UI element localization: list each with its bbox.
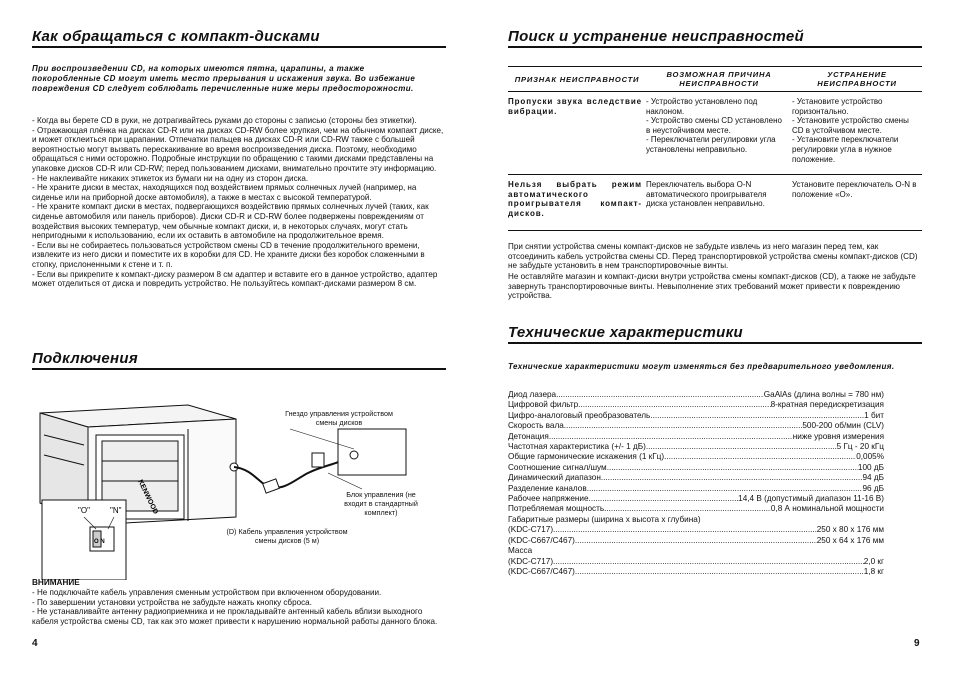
spec-row: [508, 432, 884, 442]
warning-list: [32, 588, 446, 626]
care-item: - Если вы прикрепите к компакт-диску размером 8 см адаптер и вставите его в данное устройство, адаптер может отделиться от диска и повредить устройство. Не пользуйтесь компакт-дисками размером 8 см.: [32, 269, 438, 289]
spec-value: 100 дБ: [857, 462, 884, 472]
spec-value: 8-кратная передискретизация: [770, 400, 884, 410]
care-title-rule: [32, 46, 446, 48]
spec-name: Рабочее напряжение: [508, 494, 589, 504]
header-remedy: УСТРАНЕНИЕ НЕИСПРАВНОСТИ: [792, 67, 922, 92]
spec-intro: Технические характеристики могут изменяться без предварительного уведомления.: [508, 362, 895, 371]
care-item: - Не наклеивайте никаких этикеток из бумаги ни на одну из сторон диска.: [32, 173, 309, 183]
table-row: [508, 92, 922, 175]
spec-row: [508, 504, 884, 514]
spec-value: GaAlAs (длина волны = 780 нм): [763, 390, 884, 399]
figure-label-jack: Гнездо управления устройством смены дисков: [285, 409, 393, 427]
spec-value: 250 x 64 x 176 мм: [816, 535, 884, 545]
spec-row: [508, 442, 884, 452]
spec-name: (KDC-C667/C467): [508, 566, 575, 576]
spec-name: (KDC-C717): [508, 556, 554, 566]
spec-row: [508, 515, 884, 525]
row-symptom: Пропуски звука вследствие вибрации.: [508, 92, 646, 175]
spec-name: (KDC-C717): [508, 525, 554, 535]
spec-row: [508, 484, 884, 494]
row-cause: Переключатель выбора O-N автоматического проигрывателя диска установлен неправильно.: [646, 180, 767, 209]
brand-logo: KENWOOD: [136, 478, 159, 516]
spec-name: Диод лазера: [508, 390, 557, 399]
control-jack: [350, 451, 358, 459]
spec-row: [508, 411, 884, 421]
connections-title: Подключения: [32, 350, 139, 367]
page-number-left: 4: [32, 638, 38, 649]
row-symptom: Нельзя выбрать режим автоматического проигрывателя компакт-дисков.: [508, 180, 642, 218]
spec-name: Потребляемая мощность: [508, 504, 605, 514]
warning-item: - По завершении установки устройства не забудьте нажать кнопку сброса.: [32, 597, 312, 607]
care-intro: При воспроизведении CD, на которых имеются пятна, царапины, а также покоробленные CD могут иметь место прерывания и искажения звука. Во избежание повреждения CD следует соблюдать перечисленные ниже меры предосторожности.: [32, 64, 416, 93]
spec-value: 250 x 80 x 176 мм: [816, 525, 884, 535]
spec-value: 1,8 кг: [863, 566, 884, 576]
spec-name: Скорость вала: [508, 421, 564, 431]
spec-name: Цифровой фильтр: [508, 400, 579, 410]
header-symptom: ПРИЗНАК НЕИСПРАВНОСТИ: [508, 67, 646, 92]
spec-name: Детонация: [508, 431, 549, 441]
spec-value: 1 бит: [864, 410, 884, 420]
spec-row: [508, 473, 884, 483]
figure-label-cable: (D) Кабель управления устройством смены дисков (5 м): [226, 527, 348, 545]
table-header-row: [508, 67, 922, 92]
spec-row: [508, 452, 884, 462]
trouble-note-1: При снятии устройства смены компакт-дисков не забудьте извлечь из него магазин перед тем, как отсоединить кабель устройства смены CD. Перед транспортировкой устройства смены компакт-дисков (CD) не забудьте установить в нем транспортировочные винты.: [508, 242, 918, 271]
spec-value: 0,8 А номинальной мощности: [770, 504, 884, 514]
spec-row: [508, 390, 884, 400]
spec-row: [508, 421, 884, 431]
spec-value: 96 дБ: [862, 483, 884, 493]
spec-row: [508, 525, 884, 535]
care-item: - Не храните компакт диски в местах, подвергающихся воздействию прямых солнечных лучей (таких, как сиденье автомобиля или панель приборов). Диски CD-R и CD-RW более подвержены повреждениям от воздействия высоких температур, чем обычные компакт диски, и, в некоторых случаях, могут стать непригодными к использованию, если их оставить в автомобиле на продолжительное время.: [32, 202, 429, 241]
spec-row: [508, 567, 884, 577]
cable-connector: [312, 453, 324, 467]
spec-name: Габаритные размеры (ширина x высота x глубина): [508, 514, 701, 524]
switch-label-n: "N": [110, 506, 122, 515]
spec-row: [508, 494, 884, 504]
row-cause: - Устройство установлено под наклоном. - Устройство смены CD установлено в неустойчивом месте. - Переключатели регулировки угла установлены неправильно.: [646, 92, 792, 175]
table-row: [508, 175, 922, 229]
troubleshooting-table: [508, 66, 922, 229]
page-number-right: 9: [914, 638, 920, 649]
care-title: Как обращаться с компакт-дисками: [32, 28, 320, 45]
spec-value: 500-200 об/мин (CLV): [802, 421, 884, 431]
care-item: - Отражающая плёнка на дисках CD-R или на дисках CD-RW более хрупкая, чем на обычном компакт диске, и может отклеиться при царапании. Отпечатки пальцев на дисках CD-R или CD-RW также с большей вероятностью могут вызвать перескакивание во время воспроизведения диска. Поэтому, необходимо обращаться с ними осторожно. Подробные инструкции по обращению с такими дисками представлены на упаковке дисков CD-R или CD-RW; перед пользованием дисками, внимательно прочтите эту информацию.: [32, 125, 444, 173]
warning-item: - Не устанавливайте антенну радиоприемника и не прокладывайте антенный кабель вблизи выходного кабеля устройства смены CD, так как это может привести к нарушению нормальной работы данного блока.: [32, 607, 438, 626]
spec-name: Соотношение сигнал/шум: [508, 462, 607, 472]
spec-row: [508, 536, 884, 546]
spec-name: Динамический диапазон: [508, 473, 601, 483]
row-remedy: - Установите устройство горизонтально. - Установите устройство смены CD в устойчивом месте. - Установите переключатели регулировки угла в нужное положение.: [792, 92, 922, 175]
connections-title-rule: [32, 368, 446, 370]
spec-row: [508, 400, 884, 410]
care-item: - Если вы не собираетесь пользоваться устройством смены CD в течение продолжительного времени, извлеките из него диски и поместите их в коробки для CD. Не храните диски без коробок сложенными в стопку, прислоненными к стене и т. п.: [32, 240, 425, 269]
spec-name: Цифро-аналоговый преобразователь: [508, 410, 651, 420]
spec-value: 2,0 кг: [863, 556, 884, 566]
table-bottom-rule: [508, 230, 922, 231]
spec-value: 94 дБ: [862, 473, 884, 483]
spec-name: (KDC-C667/C467): [508, 535, 575, 545]
spec-row: [508, 463, 884, 473]
control-cable: [234, 457, 348, 488]
spec-row: [508, 557, 884, 567]
spec-value: ниже уровня измерения: [792, 431, 884, 441]
spec-name: Общие гармонические искажения (1 кГц): [508, 452, 665, 462]
figure-label-control: Блок управления (не входит в стандартный комплект): [344, 490, 418, 517]
spec-title-rule: [508, 342, 922, 344]
care-item: - Когда вы берете CD в руки, не дотрагивайтесь руками до стороны с записью (стороны без этикетки).: [32, 116, 417, 125]
row-remedy: Установите переключатель O-N в положение «O».: [792, 180, 917, 199]
trouble-title-rule: [508, 46, 922, 48]
cable-plug: [263, 479, 280, 493]
spec-name: Масса: [508, 546, 533, 556]
switch-letters: O N: [94, 539, 105, 545]
warning-title: ВНИМАНИЕ: [32, 578, 80, 587]
spec-name: Разделение каналов: [508, 483, 587, 493]
warning-item: - Не подключайте кабель управления сменным устройством при включенном оборудовании.: [32, 588, 382, 597]
spec-row: [508, 546, 884, 556]
switch-label-o: "O": [78, 506, 90, 515]
header-cause: ВОЗМОЖНАЯ ПРИЧИНА НЕИСПРАВНОСТИ: [646, 67, 792, 92]
trouble-note-2: Не оставляйте магазин и компакт-диски внутри устройства смены компакт-дисков (CD), а также не забудьте завернуть транспортировочные винты. Невыполнение этих требований может привести к повреждению устройства.: [508, 272, 916, 301]
spec-name: Частотная характеристика (+/- 1 дБ): [508, 442, 646, 452]
spec-title: Технические характеристики: [508, 324, 743, 341]
control-unit: [338, 429, 406, 475]
spec-value: 14,4 В (допустимый диапазон 11-16 В): [738, 494, 884, 504]
spec-list: [508, 390, 884, 577]
care-item: - Не храните диски в местах, находящихся под воздействием прямых солнечных лучей (например, на сиденье или на приборной доске автомобиля), а также в местах с высокой температурой.: [32, 183, 417, 202]
trouble-title: Поиск и устранение неисправностей: [508, 28, 804, 45]
spec-value: 5 Гц - 20 кГц: [836, 442, 884, 452]
spec-value: 0,005%: [856, 452, 884, 462]
care-list: [32, 116, 446, 289]
